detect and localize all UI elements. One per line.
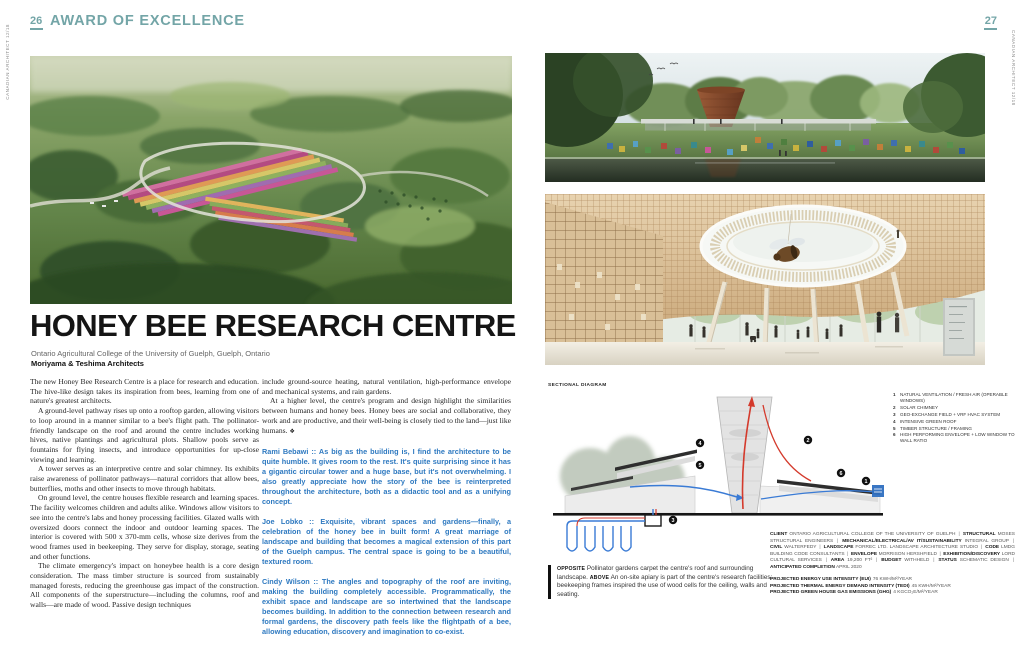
interior-rendering-graphic — [545, 194, 985, 365]
diagram-label: SECTIONAL DIAGRAM — [548, 383, 607, 388]
svg-text:6: 6 — [839, 471, 843, 477]
jury-quote — [262, 517, 511, 567]
svg-text:1: 1 — [864, 479, 868, 485]
body-paragraph: On ground level, the centre houses flexible research and learning spaces. The facility welcomes children and adults alike. Windows allow visitors to see into the centre's labs and honey processing facilities. Glazed walls with oversized doors connect the indoor and outdoor learning spaces. The interior is covered with 500 x 370-mm cells, whose size derives from the wood frames used in beekeeping. They serve for display, storage, seating and other functions. — [30, 493, 259, 561]
aerial-rendering-image — [30, 56, 512, 304]
project-credits — [770, 532, 1015, 597]
svg-text:5: 5 — [698, 463, 702, 469]
image-caption — [548, 565, 773, 599]
credit-value: ONTARIO AGRICULTURAL COLLEGE OF THE UNIVERSITY OF GUELPH — [789, 532, 956, 537]
credit-item — [770, 545, 816, 550]
credit-item — [851, 552, 937, 557]
body-column-1 — [30, 377, 259, 610]
credit-label: BUDGET — [881, 558, 902, 563]
credit-item — [831, 558, 872, 563]
page-number-right: 27 — [984, 15, 997, 27]
credit-label: MECHANICAL/ELECTRICAL/AV IT/SUSTAINABILITY — [842, 538, 962, 544]
credit-label: AREA — [830, 558, 845, 563]
credit-value: FORREC LTD. LANDSCAPE ARCHITECTURE STUDIO — [855, 545, 979, 550]
legend-number: 1 — [893, 392, 896, 397]
credit-item — [770, 532, 955, 537]
article-subtitle: Ontario Agricultural College of the University of Guelph, Guelph, Ontario — [31, 349, 270, 358]
body-column-2 — [262, 377, 511, 637]
credit-label: EXHIBITION/DISCOVERY — [943, 551, 1001, 557]
legend-number: 2 — [893, 404, 896, 410]
credit-value: LORD CULTURAL SERVICES — [770, 551, 1016, 563]
credit-item — [770, 565, 862, 570]
credits-paragraph: CLIENT ONTARIO AGRICULTURAL COLLEGE OF THE UNIVERSITY OF GUELPH | STRUCTURAL MOSES STRUCTURAL ENGINEERS | MECHANICAL/ELECTRICAL/AV IT/SUSTAINABILITY INTEGRAL GROUP | CIVIL WALTERFEDY | LANDSCAPE FORREC LTD. LANDSCAPE ARCHITECTURE STUDIO | CODE LMDG BUILDING CODE CONSULTANTS | ENVELOPE MORRISON HERSHFIELD | EXHIBITION/DISCOVERY LORD CULTURAL SERVICES | AREA 19,200 FT² | BUDGET WITHHELD | STATUS SCHEMATIC DESIGN | ANTICIPATED COMPLETION APRIL 2020 — [770, 532, 1016, 570]
credit-label: CODE — [985, 545, 1000, 550]
exterior-rendering-graphic — [545, 53, 985, 182]
legend-text: SOLAR CHIMNEY — [900, 404, 939, 410]
projected-metrics — [770, 577, 1015, 597]
body-paragraph: include ground-source heating, natural ventilation, high-performance envelope and mechanical systems, and rain gardens. — [262, 377, 511, 396]
svg-text:4: 4 — [698, 441, 702, 447]
metric-label: PROJECTED THERMAL ENERGY DEMAND INTENSITY (TEDI) — [770, 583, 910, 589]
metric-label: PROJECTED ENERGY USE INTENSITY (EUI) — [770, 577, 871, 582]
jury-name: Rami Bebawi — [262, 447, 309, 457]
metric-line — [770, 590, 1015, 597]
legend-number: 4 — [893, 418, 896, 424]
diagram-legend — [893, 392, 1019, 445]
credit-value: SCHEMATIC DESIGN — [959, 558, 1009, 563]
credit-label: STATUS — [938, 558, 957, 563]
caption-text: Pollinator gardens carpet the centre's roof and surrounding landscape. — [557, 565, 754, 581]
credit-value: 19,200 FT² — [847, 558, 873, 563]
metric-label: PROJECTED GREEN HOUSE GAS EMISSIONS (GHG) — [770, 590, 892, 596]
legend-item — [893, 432, 1019, 444]
quote-text: Exquisite, vibrant spaces and gardens—finally, a celebration of the honey bee in built form! A great marriage of landscape and building that becomes a magical extension of this part of the Guelph campus. The central space is going to be a beautiful, textured room. — [262, 517, 512, 567]
credit-label: STRUCTURAL — [962, 532, 996, 537]
credit-item — [881, 558, 929, 563]
legend-number: 3 — [893, 411, 896, 417]
credit-value: MORRISON HERSHFIELD — [878, 551, 937, 557]
caption-label-opposite: OPPOSITE — [557, 566, 586, 572]
jury-name: Joe Lobko — [262, 517, 303, 527]
legend-item — [893, 419, 1019, 425]
body-paragraph: The new Honey Bee Research Centre is a place for research and education. The hive-like design takes its inspiration from bees, learning from one of nature's greatest architects. — [30, 377, 259, 406]
page-number-rule-left — [30, 28, 43, 30]
body-paragraph — [262, 396, 511, 437]
metric-value: 76 KWH/M²/YEAR — [872, 577, 913, 582]
credit-item — [842, 539, 1009, 544]
caption-text: An on-site apiary is part of the centre's research facilities; beekeeping frames inspired the use of wood cells for the ceiling, walls and seating. — [557, 573, 773, 598]
credit-label: LANDSCAPE — [823, 545, 854, 550]
credit-value: LMDG BUILDING CODE CONSULTANTS — [770, 545, 1015, 557]
jury-name: Cindy Wilson — [262, 577, 310, 587]
legend-text: INTENSIVE GREEN ROOF — [900, 418, 957, 424]
spine-text-left: CANADIAN ARCHITECT 12/18 — [5, 24, 10, 100]
exterior-rendering-image — [545, 53, 985, 182]
legend-text: NATURAL VENTILATION / FRESH AIR (OPERABLE WINDOWS) — [900, 392, 1008, 403]
legend-number: 6 — [893, 432, 896, 438]
svg-text:2: 2 — [806, 438, 810, 444]
interior-rendering-image — [545, 194, 985, 365]
quote-separator: :: — [309, 577, 322, 587]
article-title: HONEY BEE RESEARCH CENTRE — [30, 308, 516, 343]
credit-item — [938, 558, 1008, 563]
legend-text: TIMBER STRUCTURE / FRAMING — [900, 425, 972, 431]
metric-value: 45 KWH/M²/YEAR — [911, 583, 951, 589]
body-paragraph: The climate emergency's impact on honeybee health is a core design consideration. The mass timber structure is sourced from sustainably managed forests, reducing the greenhouse gas impact of the construction. All components of the superstructure—including the columns, roof and walls—are made of wood. Passive design techniques — [30, 561, 259, 610]
end-of-article-mark: ❖ — [289, 428, 295, 435]
quote-text: As big as the building is, I find the architecture to be quite humble. It gives room to the rest. It's quite surprising since it has a gigantic circular tower and a huge base, but it's not overwhelming. I also greatly appreciate how the story of the bee is reinterpreted throughout the architecture, both as a didactic tool and as a unifying concept. — [262, 447, 511, 507]
credit-label: CLIENT — [770, 532, 788, 537]
spine-text-right: CANADIAN ARCHITECT 12/18 — [1011, 30, 1016, 106]
body-paragraph: A ground-level pathway rises up onto a rooftop garden, allowing visitors to loop around in a manner similar to a bee's flight path. The pollinator-friendly landscape on the roof and around the centre includes working hives, native plantings and agricultural plots. Shallow pools serve as fountains for flying insects, and introduce opportunities for up-close viewing and learning. — [30, 406, 259, 464]
section-title: AWARD OF EXCELLENCE — [50, 13, 245, 29]
credit-value: WALTERFEDY — [784, 545, 817, 550]
legend-item — [893, 412, 1019, 418]
credit-value: APRIL 2020 — [835, 564, 862, 570]
caption-label-above: ABOVE — [589, 574, 610, 581]
credit-label: ENVELOPE — [850, 551, 878, 557]
metric-line — [770, 577, 1015, 584]
body-paragraph: A tower serves as an interpretive centre and solar chimney. Its exhibits raise awareness of pollinator pathways—natural corridors that allow bees, butterflies, moths and other insects to move through habitats. — [30, 464, 259, 493]
quote-separator: :: — [308, 447, 319, 457]
quote-separator: :: — [302, 517, 321, 527]
credit-value: INTEGRAL GROUP — [964, 538, 1009, 544]
body-text: At a higher level, the centre's program and design highlight the similarities between humans and honey bees. Honey bees are social and collaborative, they work and are productive, and their well-being is closely tied to the land—just like humans. — [262, 396, 511, 435]
legend-item — [893, 392, 1019, 404]
quote-text: The angles and topography of the roof are inviting, making the building completely accessible. Programmatically, the exhibit space and landscape are so intertwined that the landscape becomes building. In addition to the connection between research and formal gardens, the discovery path feels like the flightpath of a bee, allowing education, discovery and imagination to co-exist. — [262, 577, 511, 637]
credit-item — [824, 545, 978, 550]
article-architect: Moriyama & Teshima Architects — [31, 359, 144, 368]
svg-text:3: 3 — [671, 518, 675, 524]
jury-quote — [262, 447, 511, 507]
legend-text: HIGH PERFORMING ENVELOPE + LOW WINDOW TO WALL RATIO — [900, 432, 1015, 444]
page-number-rule-right — [984, 28, 997, 30]
credit-label: ANTICIPATED COMPLETION — [770, 564, 835, 570]
aerial-rendering-graphic — [30, 56, 512, 304]
legend-item — [893, 426, 1019, 432]
legend-item — [893, 405, 1019, 411]
legend-number: 5 — [893, 425, 896, 431]
credit-label: CIVIL — [770, 545, 783, 550]
legend-text: GEO-EXCHANGE FIELD + VRF HVAC SYSTEM — [900, 411, 1001, 417]
jury-quote — [262, 577, 511, 637]
credit-value: WITHHELD — [904, 558, 930, 563]
page-number-left: 26 — [30, 15, 43, 27]
metric-value: 4 KGCO₂E/M²/YEAR — [893, 590, 938, 596]
credit-value: MOSES STRUCTURAL ENGINEERS — [770, 532, 1015, 544]
